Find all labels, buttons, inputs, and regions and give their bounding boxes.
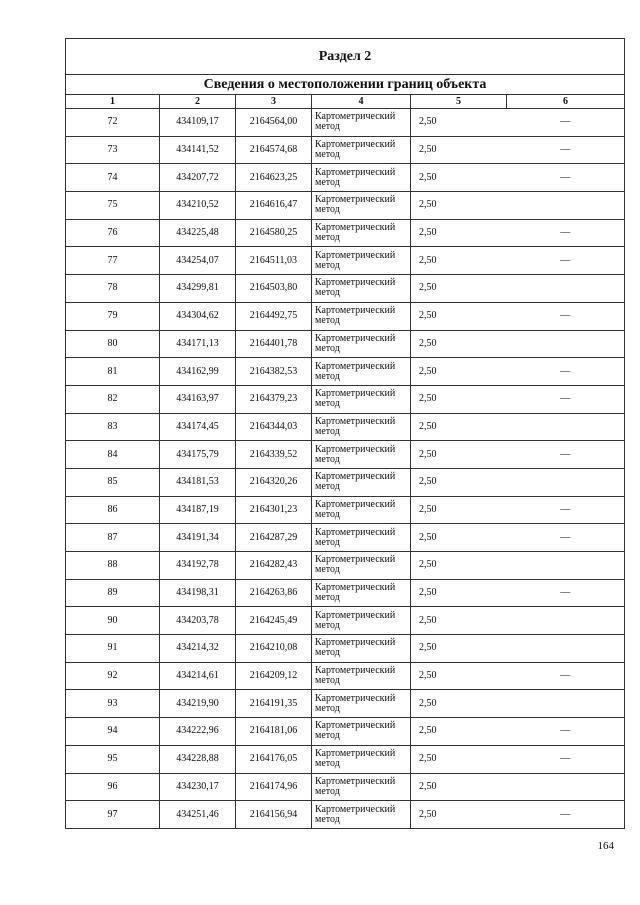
method-cell: [312, 773, 411, 801]
accuracy-cell: 2,50: [411, 385, 507, 413]
method-line-2: метод: [315, 370, 340, 382]
point-number-cell: 74: [66, 164, 160, 192]
table-row: [66, 275, 625, 303]
description-cell: —: [507, 496, 625, 524]
method-line-2: метод: [315, 121, 340, 133]
method-line-1: Картометрический: [315, 443, 396, 455]
accuracy-cell: 2,50: [411, 302, 507, 330]
accuracy-cell: 2,50: [411, 552, 507, 580]
method-line-2: метод: [315, 647, 340, 659]
accuracy-cell: 2,50: [411, 413, 507, 441]
description-cell: —: [507, 247, 625, 275]
coordinate-x-cell: 434203,78: [160, 607, 236, 635]
coordinate-x-cell: 434251,46: [160, 801, 236, 829]
method-line-1: Картометрический: [315, 194, 396, 206]
method-line-2: метод: [315, 592, 340, 604]
point-number-cell: 94: [66, 718, 160, 746]
method-cell: [312, 552, 411, 580]
boundary-table: [65, 38, 625, 829]
accuracy-cell: 2,50: [411, 524, 507, 552]
table-row: [66, 330, 625, 358]
method-cell: [312, 109, 411, 137]
section-title: Раздел 2: [66, 39, 625, 75]
method-cell: [312, 635, 411, 663]
coordinate-y-cell: 2164156,94: [236, 801, 312, 829]
description-cell: —: [507, 524, 625, 552]
coordinate-x-cell: 434162,99: [160, 358, 236, 386]
method-line-1: Картометрический: [315, 692, 396, 704]
coordinate-y-cell: 2164574,68: [236, 136, 312, 164]
coordinate-x-cell: 434225,48: [160, 219, 236, 247]
method-cell: [312, 219, 411, 247]
coordinate-x-cell: 434192,78: [160, 552, 236, 580]
description-cell: [507, 607, 625, 635]
description-cell: [507, 192, 625, 220]
method-cell: [312, 607, 411, 635]
coordinate-y-cell: 2164511,03: [236, 247, 312, 275]
method-cell: [312, 496, 411, 524]
method-cell: [312, 192, 411, 220]
method-cell: [312, 136, 411, 164]
method-line-1: Картометрический: [315, 665, 396, 677]
table-row: [66, 718, 625, 746]
description-cell: —: [507, 801, 625, 829]
accuracy-cell: 2,50: [411, 330, 507, 358]
coordinate-x-cell: 434207,72: [160, 164, 236, 192]
coordinate-y-cell: 2164174,96: [236, 773, 312, 801]
coordinate-x-cell: 434175,79: [160, 441, 236, 469]
accuracy-cell: 2,50: [411, 579, 507, 607]
description-cell: —: [507, 109, 625, 137]
method-cell: [312, 745, 411, 773]
point-number-cell: 84: [66, 441, 160, 469]
accuracy-cell: 2,50: [411, 441, 507, 469]
point-number-cell: 85: [66, 468, 160, 496]
accuracy-cell: 2,50: [411, 801, 507, 829]
method-line-2: метод: [315, 342, 340, 354]
method-cell: [312, 690, 411, 718]
method-cell: [312, 801, 411, 829]
description-cell: —: [507, 441, 625, 469]
description-cell: [507, 690, 625, 718]
coordinate-x-cell: 434219,90: [160, 690, 236, 718]
accuracy-cell: 2,50: [411, 496, 507, 524]
coordinate-y-cell: 2164344,03: [236, 413, 312, 441]
coordinate-x-cell: 434181,53: [160, 468, 236, 496]
coordinate-y-cell: 2164564,00: [236, 109, 312, 137]
coordinate-x-cell: 434254,07: [160, 247, 236, 275]
accuracy-cell: 2,50: [411, 718, 507, 746]
table-row: [66, 635, 625, 663]
method-cell: [312, 662, 411, 690]
description-cell: [507, 773, 625, 801]
coordinate-y-cell: 2164401,78: [236, 330, 312, 358]
method-line-1: Картометрический: [315, 554, 396, 566]
point-number-cell: 86: [66, 496, 160, 524]
column-header-2: 2: [160, 95, 236, 109]
method-line-1: Картометрический: [315, 775, 396, 787]
coordinate-y-cell: 2164623,25: [236, 164, 312, 192]
point-number-cell: 95: [66, 745, 160, 773]
table-row: [66, 579, 625, 607]
description-cell: —: [507, 358, 625, 386]
coordinate-y-cell: 2164379,23: [236, 385, 312, 413]
method-cell: [312, 718, 411, 746]
coordinate-y-cell: 2164263,86: [236, 579, 312, 607]
description-cell: —: [507, 745, 625, 773]
description-cell: —: [507, 385, 625, 413]
table-row: [66, 524, 625, 552]
table-row: [66, 773, 625, 801]
coordinate-y-cell: 2164191,35: [236, 690, 312, 718]
method-line-1: Картометрический: [315, 388, 396, 400]
description-cell: —: [507, 219, 625, 247]
method-line-1: Картометрический: [315, 609, 396, 621]
method-line-1: Картометрический: [315, 637, 396, 649]
method-cell: [312, 441, 411, 469]
coordinate-y-cell: 2164245,49: [236, 607, 312, 635]
method-line-2: метод: [315, 315, 340, 327]
coordinate-x-cell: 434222,96: [160, 718, 236, 746]
description-cell: —: [507, 136, 625, 164]
accuracy-cell: 2,50: [411, 136, 507, 164]
method-cell: [312, 468, 411, 496]
description-cell: [507, 330, 625, 358]
accuracy-cell: 2,50: [411, 358, 507, 386]
method-cell: [312, 330, 411, 358]
column-header-5: 5: [411, 95, 507, 109]
method-line-1: Картометрический: [315, 526, 396, 538]
coordinate-y-cell: 2164616,47: [236, 192, 312, 220]
method-line-1: Картометрический: [315, 415, 396, 427]
table-row: [66, 607, 625, 635]
description-cell: [507, 552, 625, 580]
table-row: [66, 690, 625, 718]
method-line-2: метод: [315, 675, 340, 687]
method-line-2: метод: [315, 453, 340, 465]
method-line-1: Картометрический: [315, 471, 396, 483]
coordinate-x-cell: 434198,31: [160, 579, 236, 607]
column-header-1: 1: [66, 95, 160, 109]
method-line-2: метод: [315, 398, 340, 410]
method-line-2: метод: [315, 564, 340, 576]
table-row: [66, 302, 625, 330]
table-row: [66, 164, 625, 192]
point-number-cell: 87: [66, 524, 160, 552]
table-row: [66, 136, 625, 164]
coordinate-x-cell: 434214,61: [160, 662, 236, 690]
accuracy-cell: 2,50: [411, 773, 507, 801]
coordinate-x-cell: 434141,52: [160, 136, 236, 164]
method-line-1: Картометрический: [315, 332, 396, 344]
method-line-2: метод: [315, 508, 340, 520]
coordinate-y-cell: 2164209,12: [236, 662, 312, 690]
column-header-6: 6: [507, 95, 625, 109]
method-line-2: метод: [315, 176, 340, 188]
point-number-cell: 93: [66, 690, 160, 718]
point-number-cell: 92: [66, 662, 160, 690]
accuracy-cell: 2,50: [411, 635, 507, 663]
method-line-2: метод: [315, 204, 340, 216]
method-line-2: метод: [315, 619, 340, 631]
table-row: [66, 413, 625, 441]
method-cell: [312, 275, 411, 303]
method-cell: [312, 247, 411, 275]
coordinate-y-cell: 2164580,25: [236, 219, 312, 247]
coordinate-x-cell: 434228,88: [160, 745, 236, 773]
method-line-1: Картометрический: [315, 166, 396, 178]
description-cell: [507, 635, 625, 663]
coordinate-y-cell: 2164503,80: [236, 275, 312, 303]
method-line-2: метод: [315, 232, 340, 244]
coordinate-x-cell: 434230,17: [160, 773, 236, 801]
method-line-1: Картометрический: [315, 222, 396, 234]
description-cell: —: [507, 718, 625, 746]
coordinate-y-cell: 2164382,53: [236, 358, 312, 386]
method-line-2: метод: [315, 813, 340, 825]
accuracy-cell: 2,50: [411, 275, 507, 303]
coordinate-y-cell: 2164320,26: [236, 468, 312, 496]
coordinate-y-cell: 2164282,43: [236, 552, 312, 580]
accuracy-cell: 2,50: [411, 468, 507, 496]
table-row: [66, 358, 625, 386]
table-row: [66, 662, 625, 690]
method-cell: [312, 385, 411, 413]
description-cell: [507, 468, 625, 496]
method-cell: [312, 302, 411, 330]
method-line-2: метод: [315, 425, 340, 437]
point-number-cell: 75: [66, 192, 160, 220]
method-line-2: метод: [315, 481, 340, 493]
table-row: [66, 801, 625, 829]
coordinate-x-cell: 434109,17: [160, 109, 236, 137]
coordinate-y-cell: 2164492,75: [236, 302, 312, 330]
point-number-cell: 90: [66, 607, 160, 635]
coordinate-y-cell: 2164339,52: [236, 441, 312, 469]
column-header-row: [66, 95, 625, 109]
point-number-cell: 78: [66, 275, 160, 303]
point-number-cell: 91: [66, 635, 160, 663]
description-cell: —: [507, 662, 625, 690]
point-number-cell: 81: [66, 358, 160, 386]
method-cell: [312, 413, 411, 441]
method-cell: [312, 579, 411, 607]
coordinate-y-cell: 2164287,29: [236, 524, 312, 552]
accuracy-cell: 2,50: [411, 247, 507, 275]
method-line-1: Картометрический: [315, 360, 396, 372]
coordinate-x-cell: 434304,62: [160, 302, 236, 330]
method-line-2: метод: [315, 730, 340, 742]
coordinate-y-cell: 2164210,08: [236, 635, 312, 663]
table-row: [66, 552, 625, 580]
point-number-cell: 88: [66, 552, 160, 580]
column-header-4: 4: [312, 95, 411, 109]
description-cell: [507, 275, 625, 303]
point-number-cell: 97: [66, 801, 160, 829]
point-number-cell: 82: [66, 385, 160, 413]
point-number-cell: 96: [66, 773, 160, 801]
method-line-1: Картометрический: [315, 748, 396, 760]
coordinate-x-cell: 434299,81: [160, 275, 236, 303]
coordinate-x-cell: 434163,97: [160, 385, 236, 413]
coordinate-x-cell: 434187,19: [160, 496, 236, 524]
method-line-1: Картометрический: [315, 803, 396, 815]
method-line-1: Картометрический: [315, 139, 396, 151]
coordinate-x-cell: 434210,52: [160, 192, 236, 220]
description-cell: —: [507, 579, 625, 607]
coordinate-y-cell: 2164181,06: [236, 718, 312, 746]
table-row: [66, 109, 625, 137]
method-cell: [312, 164, 411, 192]
method-line-2: метод: [315, 702, 340, 714]
description-cell: —: [507, 164, 625, 192]
point-number-cell: 89: [66, 579, 160, 607]
description-cell: —: [507, 302, 625, 330]
accuracy-cell: 2,50: [411, 607, 507, 635]
section-subtitle: Сведения о местоположении границ объекта: [66, 75, 625, 95]
point-number-cell: 73: [66, 136, 160, 164]
table-row: [66, 441, 625, 469]
point-number-cell: 72: [66, 109, 160, 137]
coordinate-x-cell: 434171,13: [160, 330, 236, 358]
method-line-2: метод: [315, 785, 340, 797]
table-row: [66, 468, 625, 496]
accuracy-cell: 2,50: [411, 662, 507, 690]
method-line-2: метод: [315, 758, 340, 770]
point-number-cell: 76: [66, 219, 160, 247]
accuracy-cell: 2,50: [411, 109, 507, 137]
coordinate-y-cell: 2164176,05: [236, 745, 312, 773]
method-line-2: метод: [315, 149, 340, 161]
method-line-1: Картометрический: [315, 277, 396, 289]
method-line-2: метод: [315, 259, 340, 271]
method-line-2: метод: [315, 287, 340, 299]
coordinate-x-cell: 434191,34: [160, 524, 236, 552]
method-line-2: метод: [315, 536, 340, 548]
method-line-1: Картометрический: [315, 111, 396, 123]
coordinate-x-cell: 434174,45: [160, 413, 236, 441]
method-line-1: Картометрический: [315, 249, 396, 261]
coordinate-x-cell: 434214,32: [160, 635, 236, 663]
point-number-cell: 79: [66, 302, 160, 330]
table-row: [66, 219, 625, 247]
coordinate-y-cell: 2164301,23: [236, 496, 312, 524]
method-cell: [312, 358, 411, 386]
column-header-3: 3: [236, 95, 312, 109]
table-row: [66, 247, 625, 275]
point-number-cell: 83: [66, 413, 160, 441]
point-number-cell: 77: [66, 247, 160, 275]
accuracy-cell: 2,50: [411, 690, 507, 718]
table-row: [66, 496, 625, 524]
point-number-cell: 80: [66, 330, 160, 358]
accuracy-cell: 2,50: [411, 192, 507, 220]
method-cell: [312, 524, 411, 552]
page-number: 164: [597, 840, 614, 852]
method-line-1: Картометрический: [315, 582, 396, 594]
table-row: [66, 385, 625, 413]
accuracy-cell: 2,50: [411, 219, 507, 247]
method-line-1: Картометрический: [315, 305, 396, 317]
table-row: [66, 745, 625, 773]
accuracy-cell: 2,50: [411, 745, 507, 773]
method-line-1: Картометрический: [315, 498, 396, 510]
method-line-1: Картометрический: [315, 720, 396, 732]
accuracy-cell: 2,50: [411, 164, 507, 192]
description-cell: [507, 413, 625, 441]
table-row: [66, 192, 625, 220]
